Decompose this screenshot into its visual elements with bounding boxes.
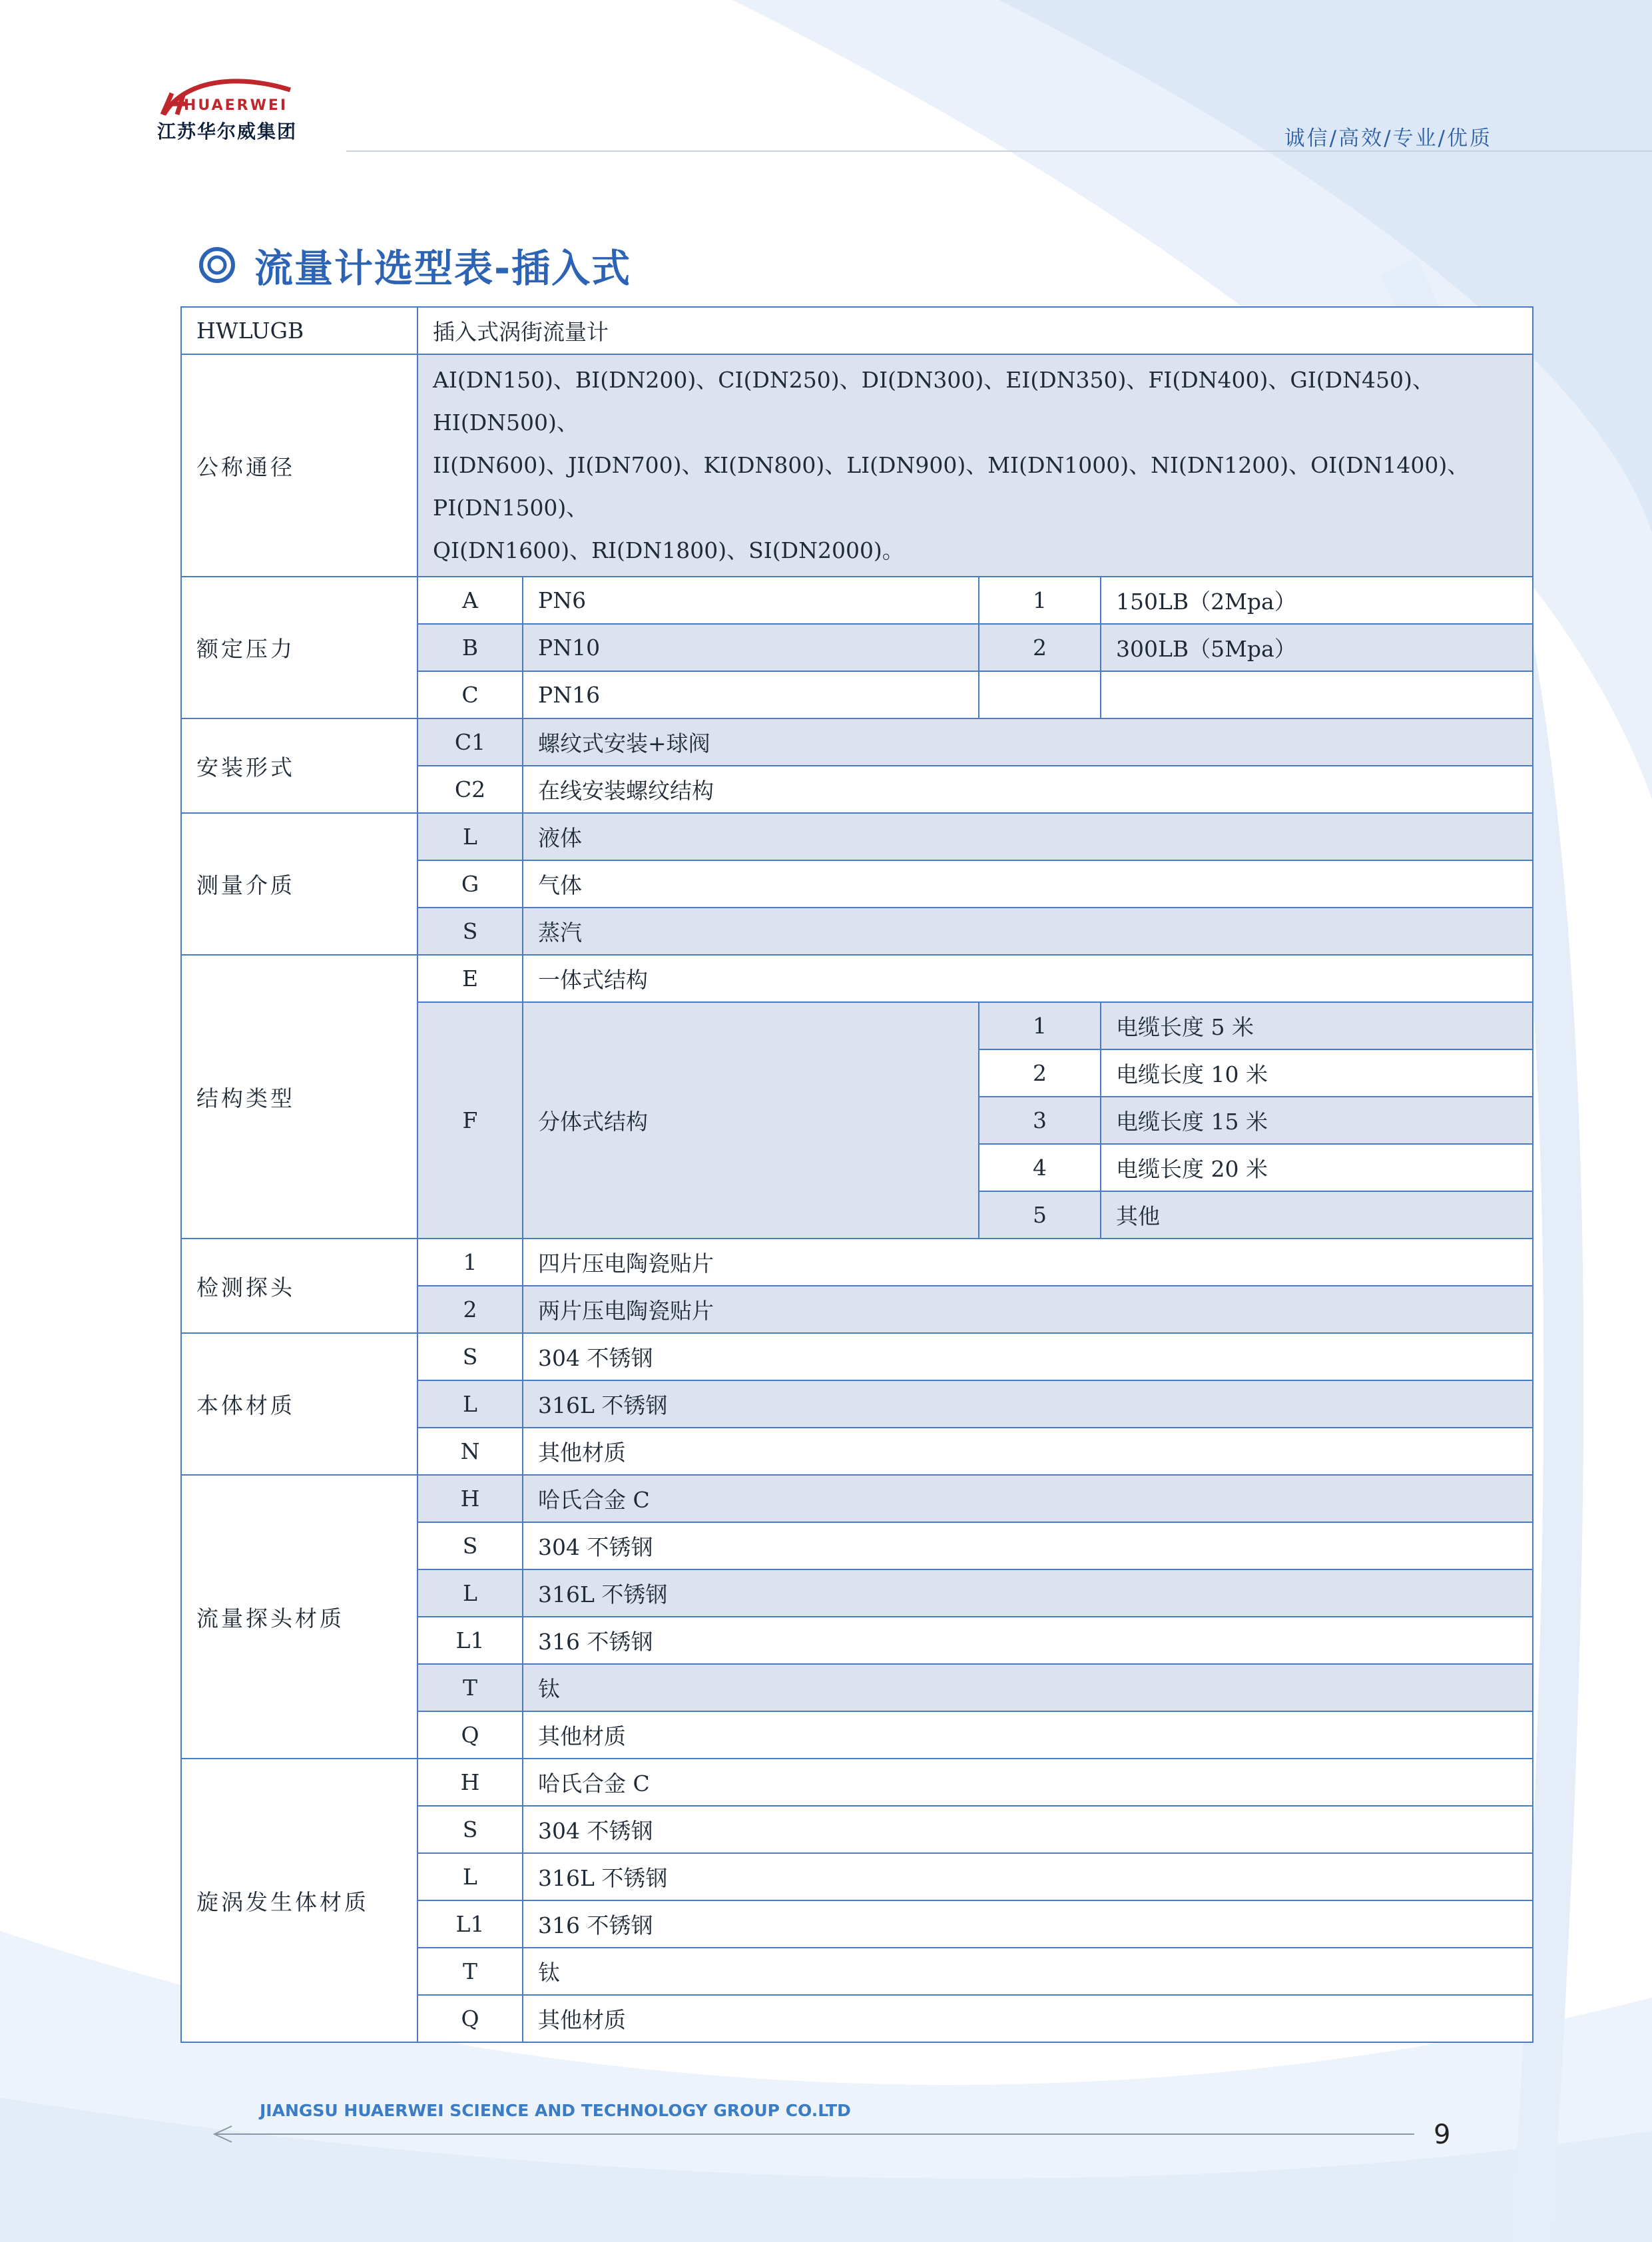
body-code: S xyxy=(417,1333,523,1380)
cable-value: 电缆长度 20 米 xyxy=(1101,1144,1533,1191)
install-label: 安装形式 xyxy=(181,718,417,813)
nominal-line: QI(DN1600)、RI(DN1800)、SI(DN2000)。 xyxy=(433,537,904,563)
probe-label: 检测探头 xyxy=(181,1239,417,1333)
flow-probe-value: 哈氏合金 C xyxy=(523,1475,1533,1522)
pressure-code: C xyxy=(417,671,523,718)
vortex-code: S xyxy=(417,1806,523,1853)
structure-code: E xyxy=(417,955,523,1002)
install-code: C2 xyxy=(417,766,523,813)
table-row xyxy=(181,1333,1533,1380)
medium-label: 测量介质 xyxy=(181,813,417,955)
pressure-value2: 150LB（2Mpa） xyxy=(1101,577,1533,624)
logo-chinese-name: 江苏华尔威集团 xyxy=(157,121,298,142)
cable-code: 4 xyxy=(979,1144,1101,1191)
flow-probe-code: S xyxy=(417,1522,523,1569)
body-label: 本体材质 xyxy=(181,1333,417,1475)
cable-code: 1 xyxy=(979,1002,1101,1049)
cable-value: 电缆长度 5 米 xyxy=(1101,1002,1533,1049)
table-row xyxy=(181,718,1533,766)
structure-code: F xyxy=(417,1002,523,1239)
flow-probe-value: 316 不锈钢 xyxy=(523,1617,1533,1664)
install-value: 螺纹式安装+球阀 xyxy=(523,718,1533,766)
footer-company-name: JIANGSU HUAERWEI SCIENCE AND TECHNOLOGY GROUP CO.LTD xyxy=(260,2101,851,2120)
table-row-model xyxy=(181,307,1533,354)
flow-probe-value: 304 不锈钢 xyxy=(523,1522,1533,1569)
probe-code: 2 xyxy=(417,1286,523,1333)
page-title: 流量计选型表-插入式 xyxy=(254,246,632,291)
model-name: 插入式涡街流量计 xyxy=(417,307,1533,354)
probe-code: 1 xyxy=(417,1239,523,1286)
flow-probe-value: 316L 不锈钢 xyxy=(523,1569,1533,1617)
medium-code: L xyxy=(417,813,523,860)
flow-probe-code: L xyxy=(417,1569,523,1617)
logo-english-name: HUAERWEI xyxy=(184,97,288,114)
target-circle-icon xyxy=(198,246,236,284)
company-logo xyxy=(157,73,317,148)
pressure-value: PN10 xyxy=(523,624,979,671)
body-code: L xyxy=(417,1380,523,1428)
cable-code: 5 xyxy=(979,1191,1101,1239)
vortex-value: 316 不锈钢 xyxy=(523,1900,1533,1948)
flow-probe-code: H xyxy=(417,1475,523,1522)
pressure-value: PN16 xyxy=(523,671,979,718)
pressure-code2: 1 xyxy=(979,577,1101,624)
vortex-value: 316L 不锈钢 xyxy=(523,1853,1533,1900)
vortex-code: L xyxy=(417,1853,523,1900)
vortex-code: L1 xyxy=(417,1900,523,1948)
vortex-code: H xyxy=(417,1759,523,1806)
pressure-code2: 2 xyxy=(979,624,1101,671)
medium-code: S xyxy=(417,908,523,955)
pressure-code: A xyxy=(417,577,523,624)
flow-probe-value: 钛 xyxy=(523,1664,1533,1711)
vortex-label: 旋涡发生体材质 xyxy=(181,1759,417,2042)
vortex-value: 钛 xyxy=(523,1948,1533,1995)
body-value: 304 不锈钢 xyxy=(523,1333,1533,1380)
table-row xyxy=(181,1239,1533,1286)
flow-probe-code: Q xyxy=(417,1711,523,1759)
table-row xyxy=(181,955,1533,1002)
pressure-value2: 300LB（5Mpa） xyxy=(1101,624,1533,671)
arrow-left-icon xyxy=(212,2124,1417,2144)
install-code: C1 xyxy=(417,718,523,766)
structure-value: 一体式结构 xyxy=(523,955,1533,1002)
table-row xyxy=(181,1759,1533,1806)
medium-value: 蒸汽 xyxy=(523,908,1533,955)
medium-code: G xyxy=(417,860,523,908)
cable-code: 3 xyxy=(979,1097,1101,1144)
medium-value: 液体 xyxy=(523,813,1533,860)
table-row xyxy=(181,577,1533,624)
cable-code: 2 xyxy=(979,1049,1101,1097)
pressure-code: B xyxy=(417,624,523,671)
flow-probe-value: 其他材质 xyxy=(523,1711,1533,1759)
pressure-code2 xyxy=(979,671,1101,718)
vortex-value: 其他材质 xyxy=(523,1995,1533,2042)
slogan: 诚信/高效/专业/优质 xyxy=(1284,127,1492,150)
cable-value: 电缆长度 15 米 xyxy=(1101,1097,1533,1144)
probe-value: 两片压电陶瓷贴片 xyxy=(523,1286,1533,1333)
page-number: 9 xyxy=(1434,2119,1451,2150)
pressure-label: 额定压力 xyxy=(181,577,417,718)
pressure-value: PN6 xyxy=(523,577,979,624)
flow-probe-code: L1 xyxy=(417,1617,523,1664)
vortex-value: 304 不锈钢 xyxy=(523,1806,1533,1853)
nominal-label: 公称通径 xyxy=(181,354,417,577)
vortex-value: 哈氏合金 C xyxy=(523,1759,1533,1806)
install-value: 在线安装螺纹结构 xyxy=(523,766,1533,813)
structure-value: 分体式结构 xyxy=(523,1002,979,1239)
header-divider xyxy=(346,150,1652,152)
body-value: 316L 不锈钢 xyxy=(523,1380,1533,1428)
vortex-code: Q xyxy=(417,1995,523,2042)
structure-label: 结构类型 xyxy=(181,955,417,1239)
table-row xyxy=(181,813,1533,860)
vortex-code: T xyxy=(417,1948,523,1995)
pressure-value2 xyxy=(1101,671,1533,718)
model-code: HWLUGB xyxy=(181,307,417,354)
table-row-nominal xyxy=(181,354,1533,577)
flow-probe-label: 流量探头材质 xyxy=(181,1475,417,1759)
body-value: 其他材质 xyxy=(523,1428,1533,1475)
cable-value: 其他 xyxy=(1101,1191,1533,1239)
nominal-line: II(DN600)、JI(DN700)、KI(DN800)、LI(DN900)、MI(DN1000)、NI(DN1200)、OI(DN1400)、PI(DN1500)、 xyxy=(433,452,1470,521)
nominal-values xyxy=(417,354,1533,577)
flowmeter-selection-table xyxy=(180,306,1533,2043)
probe-value: 四片压电陶瓷贴片 xyxy=(523,1239,1533,1286)
flow-probe-code: T xyxy=(417,1664,523,1711)
cable-value: 电缆长度 10 米 xyxy=(1101,1049,1533,1097)
medium-value: 气体 xyxy=(523,860,1533,908)
nominal-line: AI(DN150)、BI(DN200)、CI(DN250)、DI(DN300)、EI(DN350)、FI(DN400)、GI(DN450)、 HI(DN500)、 xyxy=(433,367,1434,435)
table-row xyxy=(181,1475,1533,1522)
body-code: N xyxy=(417,1428,523,1475)
